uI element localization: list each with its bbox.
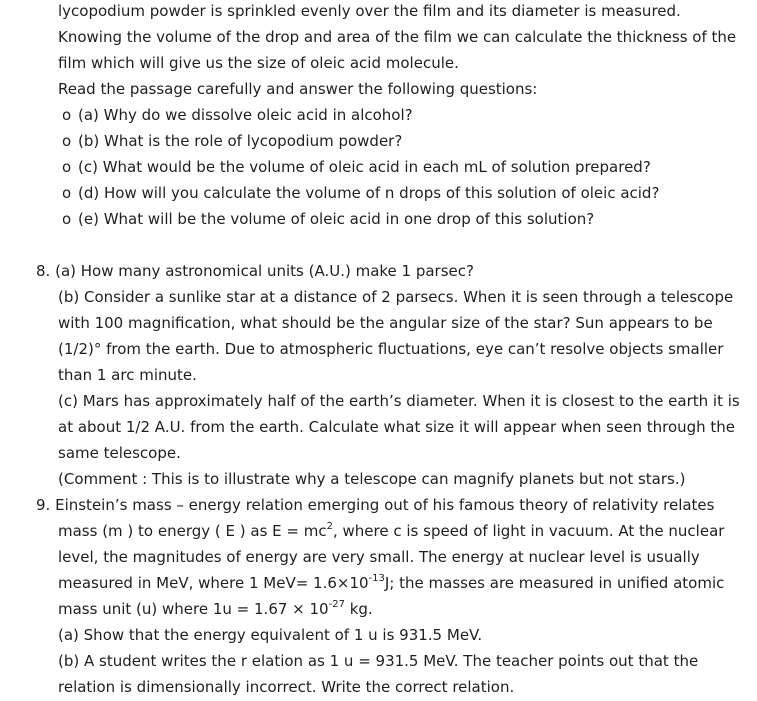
q9-part-b: (b) A student writes the r elation as 1 u = 931.5 MeV. The teacher points out that the — [58, 652, 699, 670]
intro-line-4: Read the passage carefully and answer the following questions: — [58, 80, 538, 98]
question-number: 8. — [36, 262, 51, 280]
list-item — [62, 102, 413, 128]
bullet-icon: o — [62, 106, 72, 124]
q8-line-3: (1/2)° from the earth. Due to atmospheric fluctuations, eye can’t resolve objects smaller — [58, 340, 724, 358]
q9-line-4: measured in MeV, where 1 $MeV= 1.6\times 10^{-13}J$; the masses are measured in unified atomic — [58, 573, 725, 592]
q9-line-5: mass unit (u) where $1u = 1.67 \times 10^{-27}$ kg. — [58, 599, 373, 618]
question-number: 9. — [36, 496, 51, 514]
q9-line-8: relation is dimensionally incorrect. Write the correct relation. — [58, 678, 515, 696]
q8-part-a: (a) How many astronomical units (A.U.) make 1 parsec? — [55, 262, 474, 280]
question-d: (d) How will you calculate the volume of n drops of this solution of oleic acid? — [78, 184, 660, 202]
q9-line-1: Einstein’s mass – energy relation emerging out of his famous theory of relativity relates — [55, 496, 715, 514]
question-e: (e) What will be the volume of oleic acid in one drop of this solution? — [78, 210, 595, 228]
q8-line-1: (b) Consider a sunlike star at a distance of 2 parsecs. When it is seen through a telescope — [58, 288, 734, 306]
list-item — [62, 206, 594, 232]
question-a: (a) Why do we dissolve oleic acid in alcohol? — [78, 106, 413, 124]
q8-line-6: at about 1/2 A.U. from the earth. Calculate what size it will appear when seen through the — [58, 418, 736, 436]
q9-line-2: mass (m ) to energy ( E ) as $E = mc^2$, where c is speed of light in vacuum. At the nuclear — [58, 521, 725, 540]
list-item — [62, 180, 659, 206]
q9-part-a: (a) Show that the energy equivalent of 1 u is 931.5 MeV. — [58, 626, 483, 644]
q9-line-3: level, the magnitudes of energy are very small. The energy at nuclear level is usually — [58, 548, 700, 566]
intro-line-2: Knowing the volume of the drop and area of the film we can calculate the thickness of the — [58, 28, 737, 46]
q8-line-2: with 100 magnification, what should be the angular size of the star? Sun appears to be — [58, 314, 713, 332]
q8-line-4: than 1 arc minute. — [58, 366, 197, 384]
q8-comment: (Comment : This is to illustrate why a telescope can magnify planets but not stars.) — [58, 470, 686, 488]
question-c: (c) What would be the volume of oleic acid in each mL of solution prepared? — [78, 158, 651, 176]
bullet-icon: o — [62, 132, 72, 150]
bullet-icon: o — [62, 184, 72, 202]
q8-line-7: same telescope. — [58, 444, 181, 462]
intro-line-3: film which will give us the size of oleic acid molecule. — [58, 54, 459, 72]
intro-line-1: lycopodium powder is sprinkled evenly over the film and its diameter is measured. — [58, 2, 681, 20]
q8-line-5: (c) Mars has approximately half of the earth’s diameter. When it is closest to the earth it is — [58, 392, 740, 410]
list-item — [62, 154, 651, 180]
bullet-icon: o — [62, 210, 72, 228]
list-item — [62, 128, 402, 154]
bullet-icon: o — [62, 158, 72, 176]
question-b: (b) What is the role of lycopodium powder? — [78, 132, 403, 150]
